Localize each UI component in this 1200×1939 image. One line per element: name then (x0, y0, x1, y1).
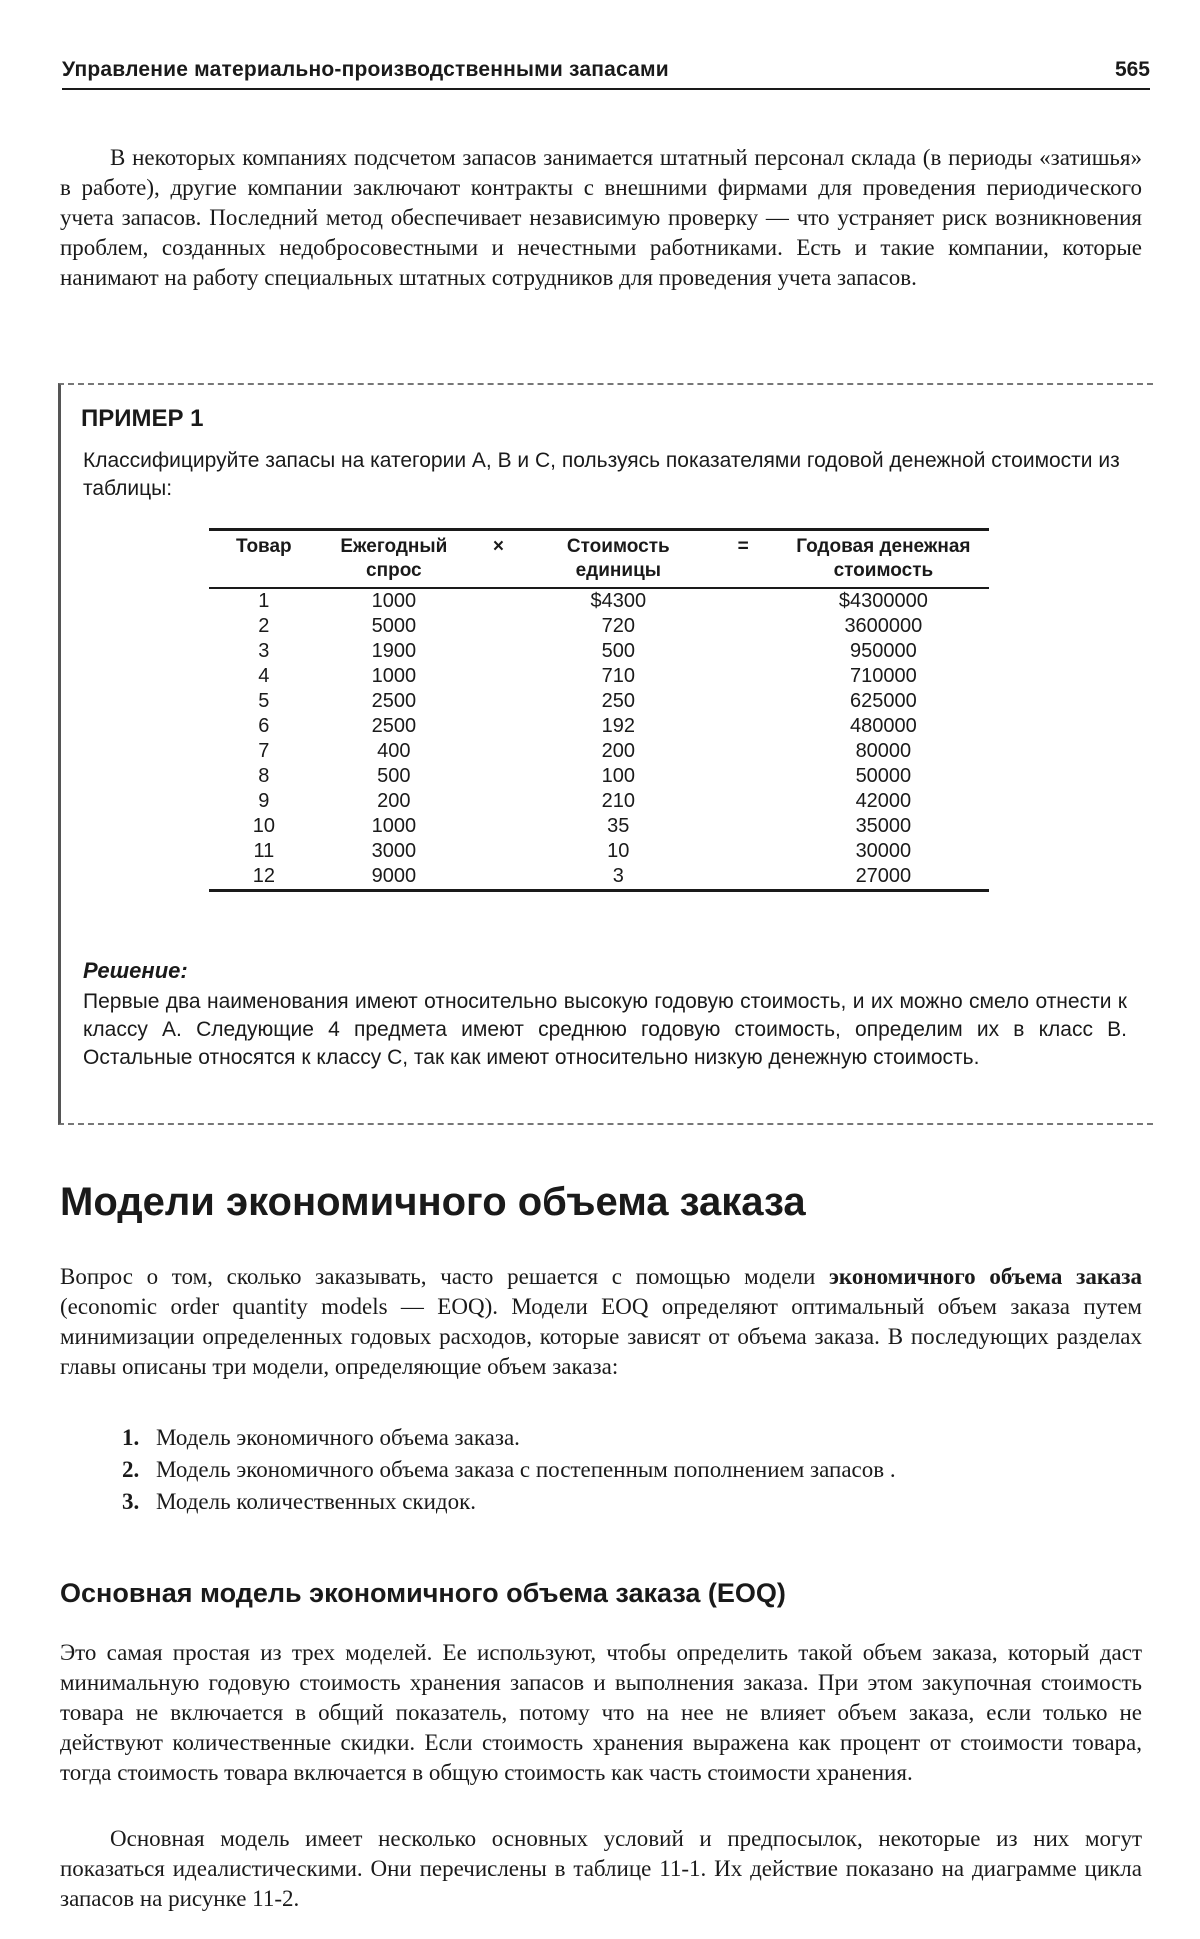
list-number: 3. (122, 1489, 140, 1514)
cell-unit-cost: 100 (601, 765, 635, 787)
table-row (209, 639, 989, 664)
cell-item: 11 (253, 840, 275, 862)
cell-annual-value: 50000 (855, 765, 912, 787)
list-text: Модель количественных скидок. (156, 1489, 477, 1514)
list-text: Модель экономичного объема заказа. (156, 1425, 520, 1450)
cell-item: 9 (258, 790, 270, 812)
cell-item: 2 (258, 615, 270, 637)
eoq-intro-end: (economic order quantity models — EOQ). Модели EOQ определяют оптимальный объем заказа путем минимизации определенных годовых расходов, которые зависят от объема заказа. В последующих разделах главы описаны три модели, определяющие объем заказа: (60, 1294, 1142, 1379)
running-header (62, 58, 1150, 90)
cell-demand: 1900 (371, 640, 417, 662)
abc-table-wrap (209, 528, 989, 892)
col-header-annual-value: Годовая денежная стоимость (796, 536, 971, 581)
solution-title: Решение: (83, 958, 188, 983)
abc-table (209, 528, 989, 892)
cell-item: 1 (258, 590, 270, 612)
col-header-item: Товар (236, 536, 292, 557)
list-number: 2. (122, 1457, 140, 1482)
solution-text: Первые два наименования имеют относительно высокую годовую стоимость, и их можно смело отнести к классу А. Следующие 4 предмета имеют среднюю годовую стоимость, определим их в класс В. Остальные относятся к классу С, так как имеют относительно низкую денежную стоимость. (83, 990, 1127, 1069)
cell-annual-value: 710000 (850, 665, 917, 687)
cell-unit-cost: 720 (601, 615, 635, 637)
cell-demand: 500 (377, 765, 411, 787)
cell-unit-cost: 250 (601, 690, 635, 712)
cell-item: 6 (258, 715, 270, 737)
example-box (58, 383, 1153, 1125)
cell-unit-cost: 710 (601, 665, 635, 687)
table-row (209, 864, 989, 891)
cell-annual-value: 35000 (855, 815, 912, 837)
intro-paragraph: В некоторых компаниях подсчетом запасов занимается штатный персонал склада (в периоды «затишья» в работе), другие компании заключают контракты с внешними фирмами для проведения периодического учета запасов. Последний метод обеспечивает независимую проверку — что устраняет риск возникновения проблем, созданных недобросовестными и нечестными работниками. Есть и такие компании, которые нанимают на работу специальных штатных сотрудников для проведения учета запасов. (60, 145, 1142, 290)
col-header-unit-cost: Стоимость единицы (566, 536, 670, 581)
cell-annual-value: 950000 (850, 640, 917, 662)
cell-unit-cost: 35 (607, 815, 630, 837)
subsection-heading-basic-eoq: Основная модель экономичного объема заказа (EOQ) (60, 1578, 786, 1608)
eoq-term: экономичного объема заказа (828, 1264, 1142, 1289)
table-row (209, 714, 989, 739)
list-item (122, 1454, 1122, 1486)
cell-demand: 2500 (371, 690, 417, 712)
cell-annual-value: 30000 (855, 840, 912, 862)
cell-unit-cost: 3 (612, 865, 624, 887)
cell-annual-value: $4300000 (838, 590, 928, 612)
cell-item: 12 (252, 865, 275, 887)
cell-item: 5 (258, 690, 270, 712)
cell-demand: 5000 (371, 615, 417, 637)
basic-eoq-paragraph-2: Основная модель имеет несколько основных условий и предпосылок, некоторые из них могут показаться идеалистическими. Они перечислены в таблице 11-1. Их действие показано на диаграмме цикла запасов на рисунке 11-2. (60, 1826, 1142, 1911)
cell-unit-cost: 200 (601, 740, 635, 762)
eoq-intro-start: Вопрос о том, сколько заказывать, часто решается с помощью модели (60, 1264, 829, 1289)
cell-unit-cost: 500 (601, 640, 635, 662)
col-header-equals: = (737, 536, 749, 557)
basic-eoq-paragraph-1: Это самая простая из трех моделей. Ее используют, чтобы определить такой объем заказа, который даст минимальную годовую стоимость хранения запасов и выполнения заказа. При этом закупочная стоимость товара не включается в общий показатель, потому что на нее не влияет объем заказа, если только не действуют количественные скидки. Если стоимость хранения выражена как процент от стоимости товара, тогда стоимость товара включается в общую стоимость как часть стоимости хранения. (60, 1640, 1142, 1785)
cell-unit-cost: 10 (607, 840, 630, 862)
cell-item: 4 (258, 665, 270, 687)
list-item (122, 1422, 1122, 1454)
section-heading-eoq-models: Модели экономичного объема заказа (60, 1180, 806, 1224)
running-header-title: Управление материально-производственными запасами (62, 58, 669, 81)
cell-demand: 2500 (371, 715, 417, 737)
page-number: 565 (1114, 58, 1150, 81)
cell-item: 8 (258, 765, 270, 787)
cell-unit-cost: 210 (601, 790, 635, 812)
cell-demand: 3000 (371, 840, 417, 862)
cell-annual-value: 27000 (855, 865, 912, 887)
list-text: Модель экономичного объема заказа с постепенным пополнением запасов . (156, 1457, 896, 1482)
example-title: ПРИМЕР 1 (81, 405, 204, 432)
list-number: 1. (122, 1425, 140, 1450)
cell-annual-value: 625000 (850, 690, 917, 712)
table-row (209, 739, 989, 764)
eoq-intro-paragraph (60, 1262, 1142, 1382)
cell-item: 7 (258, 740, 270, 762)
cell-annual-value: 80000 (855, 740, 912, 762)
table-row (209, 839, 989, 864)
cell-demand: 1000 (371, 590, 417, 612)
example-task: Классифицируйте запасы на категории А, В и С, пользуясь показателями годовой денежной стоимости из таблицы: (83, 449, 1120, 500)
cell-demand: 1000 (371, 815, 417, 837)
col-header-demand: Ежегодный спрос (340, 536, 448, 581)
cell-item: 3 (258, 640, 270, 662)
list-item (122, 1486, 1122, 1518)
cell-unit-cost: 192 (601, 715, 635, 737)
cell-demand: 200 (377, 790, 411, 812)
table-row (209, 764, 989, 789)
cell-demand: 9000 (371, 865, 417, 887)
table-row (209, 689, 989, 714)
table-row (209, 814, 989, 839)
col-header-times: × (492, 536, 504, 557)
cell-demand: 1000 (371, 665, 417, 687)
eoq-model-list (122, 1422, 1122, 1518)
table-row (209, 588, 989, 614)
cell-demand: 400 (377, 740, 411, 762)
cell-annual-value: 3600000 (844, 615, 923, 637)
cell-unit-cost: $4300 (590, 590, 647, 612)
table-header-row (209, 530, 989, 589)
table-row (209, 614, 989, 639)
table-row (209, 664, 989, 689)
cell-annual-value: 42000 (855, 790, 912, 812)
cell-item: 10 (252, 815, 275, 837)
cell-annual-value: 480000 (850, 715, 917, 737)
table-row (209, 789, 989, 814)
